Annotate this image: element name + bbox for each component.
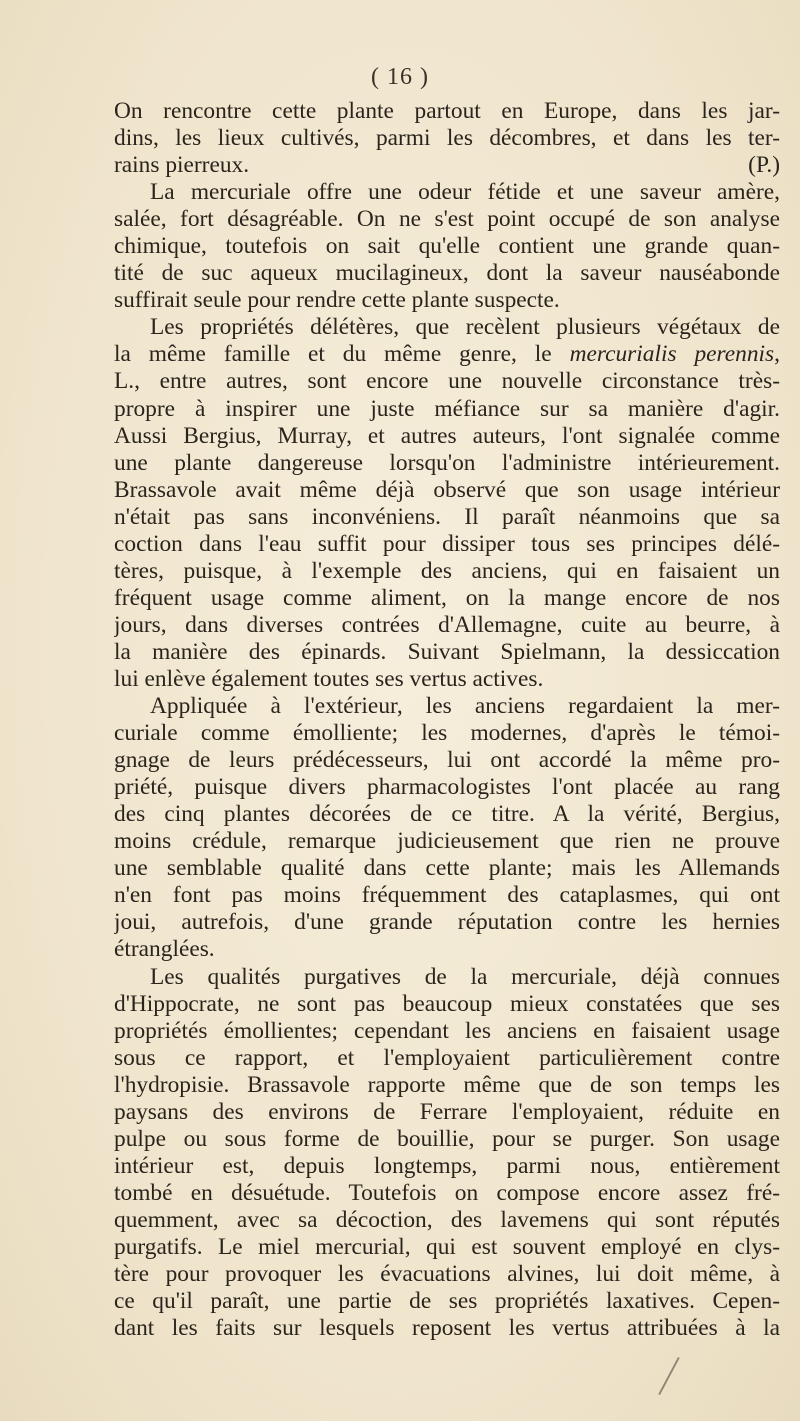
text-line: propre à inspirer une juste méfiance sur sa manière d'agir. [114, 395, 780, 422]
text-line: propriétés émollientes; cependant les anciens en faisaient usage [114, 1017, 780, 1044]
text-line: dant les faits sur lesquels reposent les vertus attribuées à la [114, 1315, 780, 1342]
text-line-start: rains pierreux. [114, 152, 250, 179]
text-line: la manière des épinards. Suivant Spielmann, la dessiccation [114, 638, 780, 665]
text-line: n'était pas sans inconvéniens. Il paraît néanmoins que sa [114, 503, 780, 530]
text-line: purgatifs. Le miel mercurial, qui est souvent employé en clys- [114, 1233, 780, 1260]
text-line: étranglées. [114, 936, 215, 963]
pencil-mark [658, 1357, 679, 1395]
body-text [114, 98, 780, 1342]
text-line: priété, puisque divers pharmacologistes l'ont placée au rang [114, 774, 780, 801]
text-line: quemment, avec sa décoction, des lavemens qui sont réputés [114, 1206, 780, 1233]
text-line: Brassavole avait même déjà observé que son usage intérieur [114, 476, 780, 503]
text-line: Aussi Bergius, Murray, et autres auteurs, l'ont signalée comme [114, 422, 780, 449]
text-line: fréquent usage comme aliment, on la mange encore de nos [114, 584, 780, 611]
text-line [114, 152, 780, 179]
text-line: moins crédule, remarque judicieusement que rien ne prouve [114, 828, 780, 855]
text-line: ce qu'il paraît, une partie de ses propriétés laxatives. Cepen- [114, 1288, 780, 1315]
text-span: la même famille et du même genre, le [114, 341, 570, 368]
text-line: joui, autrefois, d'une grande réputation contre les hernies [114, 909, 780, 936]
text-span: , [774, 341, 780, 368]
text-line: des cinq plantes décorées de ce titre. A la vérité, Bergius, [114, 801, 780, 828]
text-line: tombé en désuétude. Toutefois on compose encore assez fré- [114, 1179, 780, 1206]
text-line: On rencontre cette plante partout en Europe, dans les jar- [114, 98, 780, 124]
text-line: une plante dangereuse lorsqu'on l'administre intérieurement. [114, 449, 780, 476]
text-line: coction dans l'eau suffit pour dissiper tous ses principes délé- [114, 530, 780, 557]
text-line: lui enlève également toutes ses vertus actives. [114, 665, 544, 692]
text-line: suffirait seule pour rendre cette plante suspecte. [114, 287, 560, 314]
text-line: chimique, toutefois on sait qu'elle contient une grande quan- [114, 233, 780, 260]
text-line: salée, fort désagréable. On ne s'est point occupé de son analyse [114, 206, 780, 233]
text-line-with-species [114, 341, 780, 368]
page-number: ( 16 ) [371, 64, 429, 90]
text-line: d'Hippocrate, ne sont pas beaucoup mieux constatées que ses [114, 990, 780, 1017]
paragraph-start: Les propriétés délétères, que recèlent plusieurs végétaux de [150, 314, 780, 341]
text-line: paysans des environs de Ferrare l'employaient, réduite en [114, 1098, 780, 1125]
text-line: jours, dans diverses contrées d'Allemagne, cuite au beurre, à [114, 611, 780, 638]
text-line: gnage de leurs prédécesseurs, lui ont accordé la même pro- [114, 747, 780, 774]
text-line: tère pour provoquer les évacuations alvines, lui doit même, à [114, 1261, 780, 1288]
text-line: l'hydropisie. Brassavole rapporte même que de son temps les [114, 1071, 780, 1098]
species-name: mercurialis perennis [569, 341, 775, 368]
text-line: intérieur est, depuis longtemps, parmi nous, entièrement [114, 1152, 780, 1179]
citation-ref: (P.) [748, 152, 780, 179]
paragraph-start: Les qualités purgatives de la mercuriale, déjà connues [150, 963, 780, 990]
text-line: n'en font pas moins fréquemment des cataplasmes, qui ont [114, 882, 780, 909]
text-line: une semblable qualité dans cette plante; mais les Allemands [114, 855, 780, 882]
text-line: dins, les lieux cultivés, parmi les décombres, et dans les ter- [114, 125, 780, 152]
text-line: L., entre autres, sont encore une nouvelle circonstance très- [114, 368, 780, 395]
paragraph-start: La mercuriale offre une odeur fétide et une saveur amère, [150, 179, 780, 206]
text-line: tères, puisque, à l'exemple des anciens, qui en faisaient un [114, 557, 780, 584]
text-line: tité de suc aqueux mucilagineux, dont la saveur nauséabonde [114, 260, 780, 287]
text-line: pulpe ou sous forme de bouillie, pour se purger. Son usage [114, 1125, 780, 1152]
paragraph-start: Appliquée à l'extérieur, les anciens regardaient la mer- [150, 693, 780, 720]
text-line: sous ce rapport, et l'employaient particulièrement contre [114, 1044, 780, 1071]
text-line: curiale comme émolliente; les modernes, d'après le témoi- [114, 720, 780, 747]
